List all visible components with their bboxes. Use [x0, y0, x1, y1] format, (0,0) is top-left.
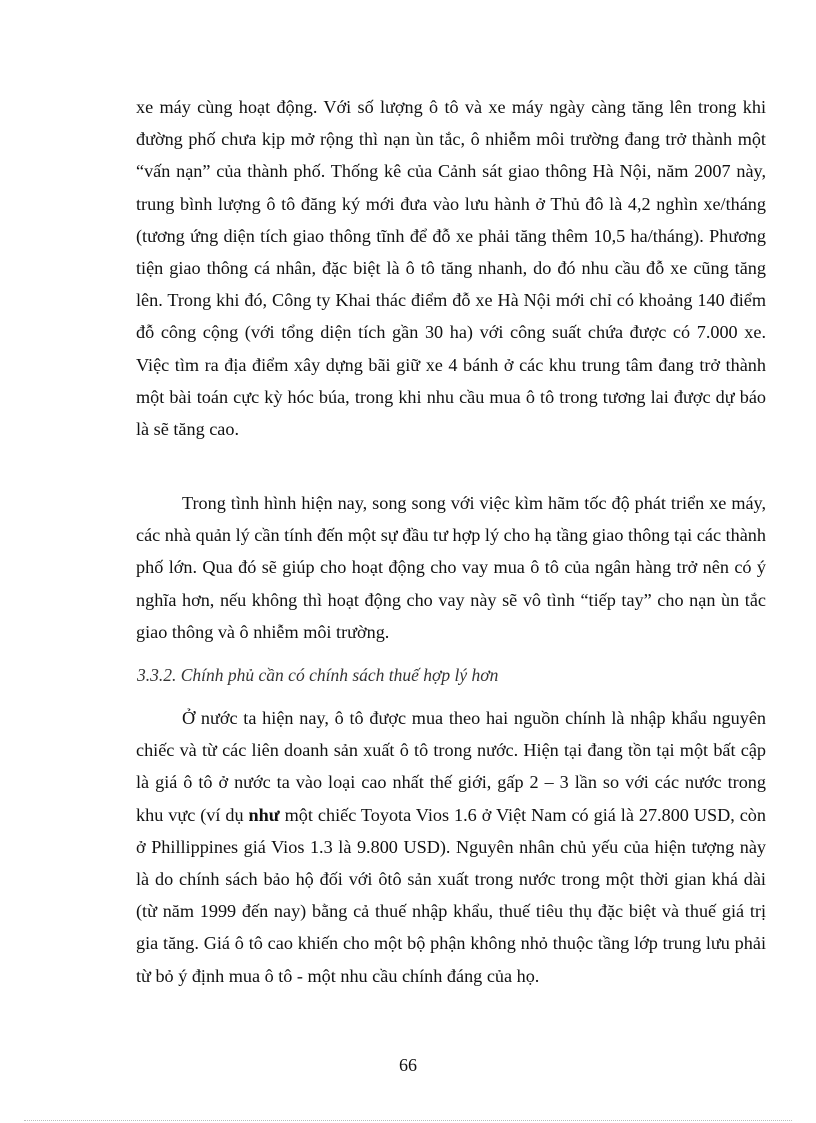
body-paragraph: Trong tình hình hiện nay, song song với việc kìm hãm tốc độ phát triển xe máy, các nhà quản lý cần tính đến một sự đầu tư hợp lý cho hạ tầng giao thông tại các thành phố lớn. Qua đó sẽ giúp cho hoạt động cho vay mua ô tô của ngân hàng trở nên có ý nghĩa hơn, nếu không thì hoạt động cho vay này sẽ vô tình “tiếp tay” cho nạn ùn tắc giao thông và ô nhiễm môi trường. — [136, 493, 766, 642]
section-heading: 3.3.2. Chính phủ cần có chính sách thuế hợp lý hơn — [137, 665, 499, 685]
emphasized-word: như — [248, 804, 280, 825]
body-text: Ở nước ta hiện nay, ô tô được mua theo hai nguồn chính là nhập khẩu nguyên chiếc và từ các liên doanh sản xuất ô tô trong nước. Hiện tại đang tồn tại một bất cập là giá ô tô ở nước ta vào loại cao nhất thế giới, gấp 2 – 3 lần so với các nước trong khu vực (ví dụ — [136, 708, 766, 825]
body-text: một chiếc Toyota Vios 1.6 ở Việt Nam có giá là 27.800 USD, còn ở Phillippines giá Vios 1.3 là 9.800 USD). Nguyên nhân chủ yếu của hiện tượng này là do chính sách bảo hộ đối với ôtô sản xuất trong nước trong một thời gian khá dài (từ năm 1999 đến nay) bằng cả thuế nhập khẩu, thuế tiêu thụ đặc biệt và thuế giá trị gia tăng. Giá ô tô cao khiến cho một bộ phận không nhỏ thuộc tầng lớp trung lưu phải từ bỏ ý định mua ô tô - một nhu cầu chính đáng của họ. — [136, 804, 766, 986]
body-paragraph — [136, 702, 766, 992]
page-border — [24, 1120, 792, 1121]
page-number: 66 — [399, 1055, 417, 1075]
body-paragraph: xe máy cùng hoạt động. Với số lượng ô tô và xe máy ngày càng tăng lên trong khi đường phố chưa kịp mở rộng thì nạn ùn tắc, ô nhiễm môi trường đang trở thành một “vấn nạn” của thành phố. Thống kê của Cảnh sát giao thông Hà Nội, năm 2007 này, trung bình lượng ô tô đăng ký mới đưa vào lưu hành ở Thủ đô là 4,2 nghìn xe/tháng (tương ứng diện tích giao thông tĩnh để đỗ xe phải tăng thêm 10,5 ha/tháng). Phương tiện giao thông cá nhân, đặc biệt là ô tô tăng nhanh, do đó nhu cầu đỗ xe cũng tăng lên. Trong khi đó, Công ty Khai thác điểm đỗ xe Hà Nội mới chỉ có khoảng 140 điểm đỗ công cộng (với tổng diện tích gần 30 ha) với công suất chứa được có 7.000 xe. Việc tìm ra địa điểm xây dựng bãi giữ xe 4 bánh ở các khu trung tâm đang trở thành một bài toán cực kỳ hóc búa, trong khi nhu cầu mua ô tô trong tương lai được dự báo là sẽ tăng cao. — [136, 97, 766, 440]
